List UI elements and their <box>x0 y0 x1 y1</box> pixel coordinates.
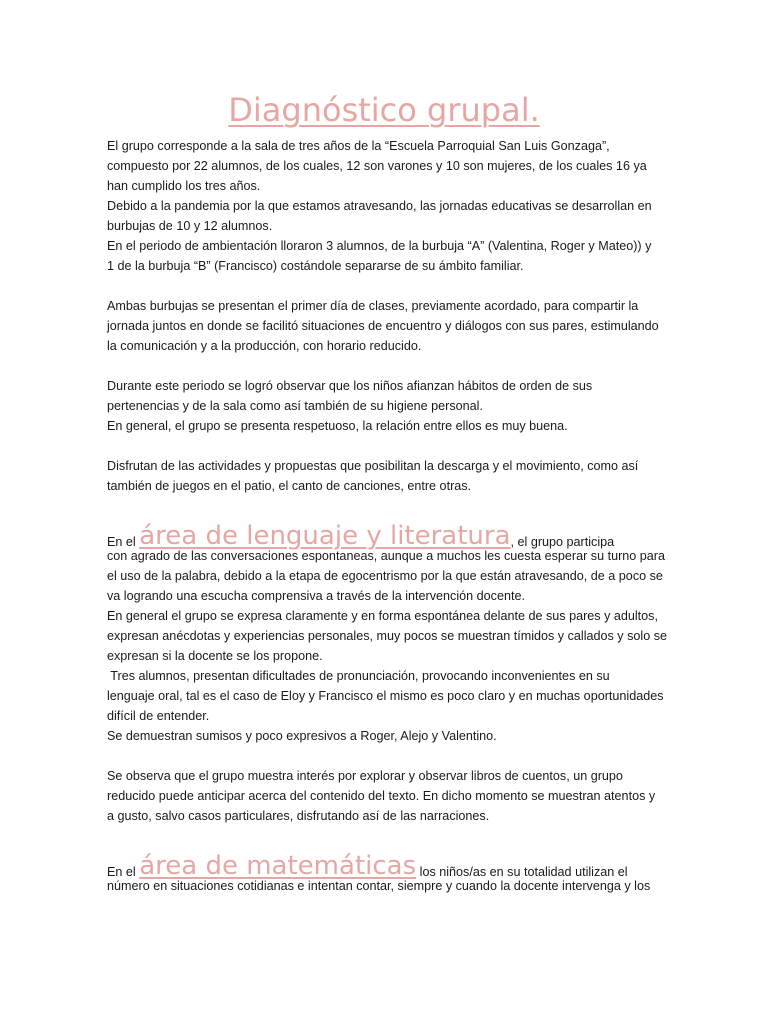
text-line: Tres alumnos, presentan dificultades de pronunciación, provocando inconvenientes en su <box>107 669 610 683</box>
text-line: lenguaje oral, tal es el caso de Eloy y Francisco el mismo es poco claro y en muchas oportunidades <box>107 689 664 703</box>
text-line: reducido puede anticipar acerca del contenido del texto. En dicho momento se muestran atentos y <box>107 789 656 803</box>
section-heading-matematicas: área de matemáticas <box>139 851 417 881</box>
text-line: Se demuestran sumisos y poco expresivos a Roger, Alejo y Valentino. <box>107 729 497 743</box>
paragraph-spacer <box>107 356 673 376</box>
matematicas-heading-line <box>107 851 673 881</box>
text-line: Debido a la pandemia por la que estamos atravesando, las jornadas educativas se desarrollan en <box>107 199 652 213</box>
text-line: la comunicación y a la producción, con horario reducido. <box>107 339 422 353</box>
section-heading-lenguaje: área de lenguaje y literatura <box>139 521 511 551</box>
text-line: El grupo corresponde a la sala de tres años de la “Escuela Parroquial San Luis Gonzaga”, <box>107 139 610 153</box>
matematicas-suffix: los niños/as en su totalidad utilizan el <box>416 865 628 879</box>
text-line: el uso de la palabra, debido a la etapa de egocentrismo por la que están atravesando, de a poco se <box>107 569 663 583</box>
text-line: Disfrutan de las actividades y propuestas que posibilitan la descarga y el movimiento, como así <box>107 459 639 473</box>
text-line: En general, el grupo se presenta respetuoso, la relación entre ellos es muy buena. <box>107 419 568 433</box>
text-line: pertenencias y de la sala como así también de su higiene personal. <box>107 399 483 413</box>
document-body <box>107 136 673 896</box>
text-line: Durante este periodo se logró observar que los niños afianzan hábitos de orden de sus <box>107 379 593 393</box>
lenguaje-heading-line <box>107 521 673 551</box>
text-line: número en situaciones cotidianas e intentan contar, siempre y cuando la docente intervenga y los <box>107 879 651 893</box>
text-line: En general el grupo se expresa claramente y en forma espontánea delante de sus pares y adultos, <box>107 609 658 623</box>
text-line: En el periodo de ambientación lloraron 3 alumnos, de la burbuja “A” (Valentina, Roger y Mateo)) y <box>107 239 652 253</box>
lenguaje-prefix: En el <box>107 535 140 549</box>
text-line: Ambas burbujas se presentan el primer día de clases, previamente acordado, para compartir la <box>107 299 639 313</box>
text-line: a gusto, salvo casos particulares, disfrutando así de las narraciones. <box>107 809 490 823</box>
page-title: Diagnóstico grupal. <box>228 91 540 129</box>
text-line: con agrado de las conversaciones espontaneas, aunque a muchos les cuesta esperar su turno para <box>107 549 665 563</box>
text-line: 1 de la burbuja “B” (Francisco) costándole separarse de su ámbito familiar. <box>107 259 524 273</box>
text-line: va logrando una escucha comprensiva a través de la intervención docente. <box>107 589 525 603</box>
matematicas-prefix: En el <box>107 865 140 879</box>
paragraph-spacer <box>107 746 673 766</box>
paragraph-spacer <box>107 276 673 296</box>
text-line: Se observa que el grupo muestra interés por explorar y observar libros de cuentos, un grupo <box>107 769 623 783</box>
text-line: difícil de entender. <box>107 709 210 723</box>
text-line: compuesto por 22 alumnos, de los cuales, 12 son varones y 10 son mujeres, de los cuales 16 ya <box>107 159 647 173</box>
text-line: burbujas de 10 y 12 alumnos. <box>107 219 273 233</box>
text-line: expresan si la docente se los propone. <box>107 649 323 663</box>
text-line: expresan anécdotas y experiencias personales, muy pocos se muestran tímidos y callados y solo se <box>107 629 668 643</box>
text-line: también de juegos en el patio, el canto de canciones, entre otras. <box>107 479 472 493</box>
paragraph-spacer <box>107 436 673 456</box>
text-line: jornada juntos en donde se facilitó situaciones de encuentro y diálogos con sus pares, estimulando <box>107 319 659 333</box>
text-line: han cumplido los tres años. <box>107 179 261 193</box>
lenguaje-suffix: , el grupo participa <box>510 535 615 549</box>
